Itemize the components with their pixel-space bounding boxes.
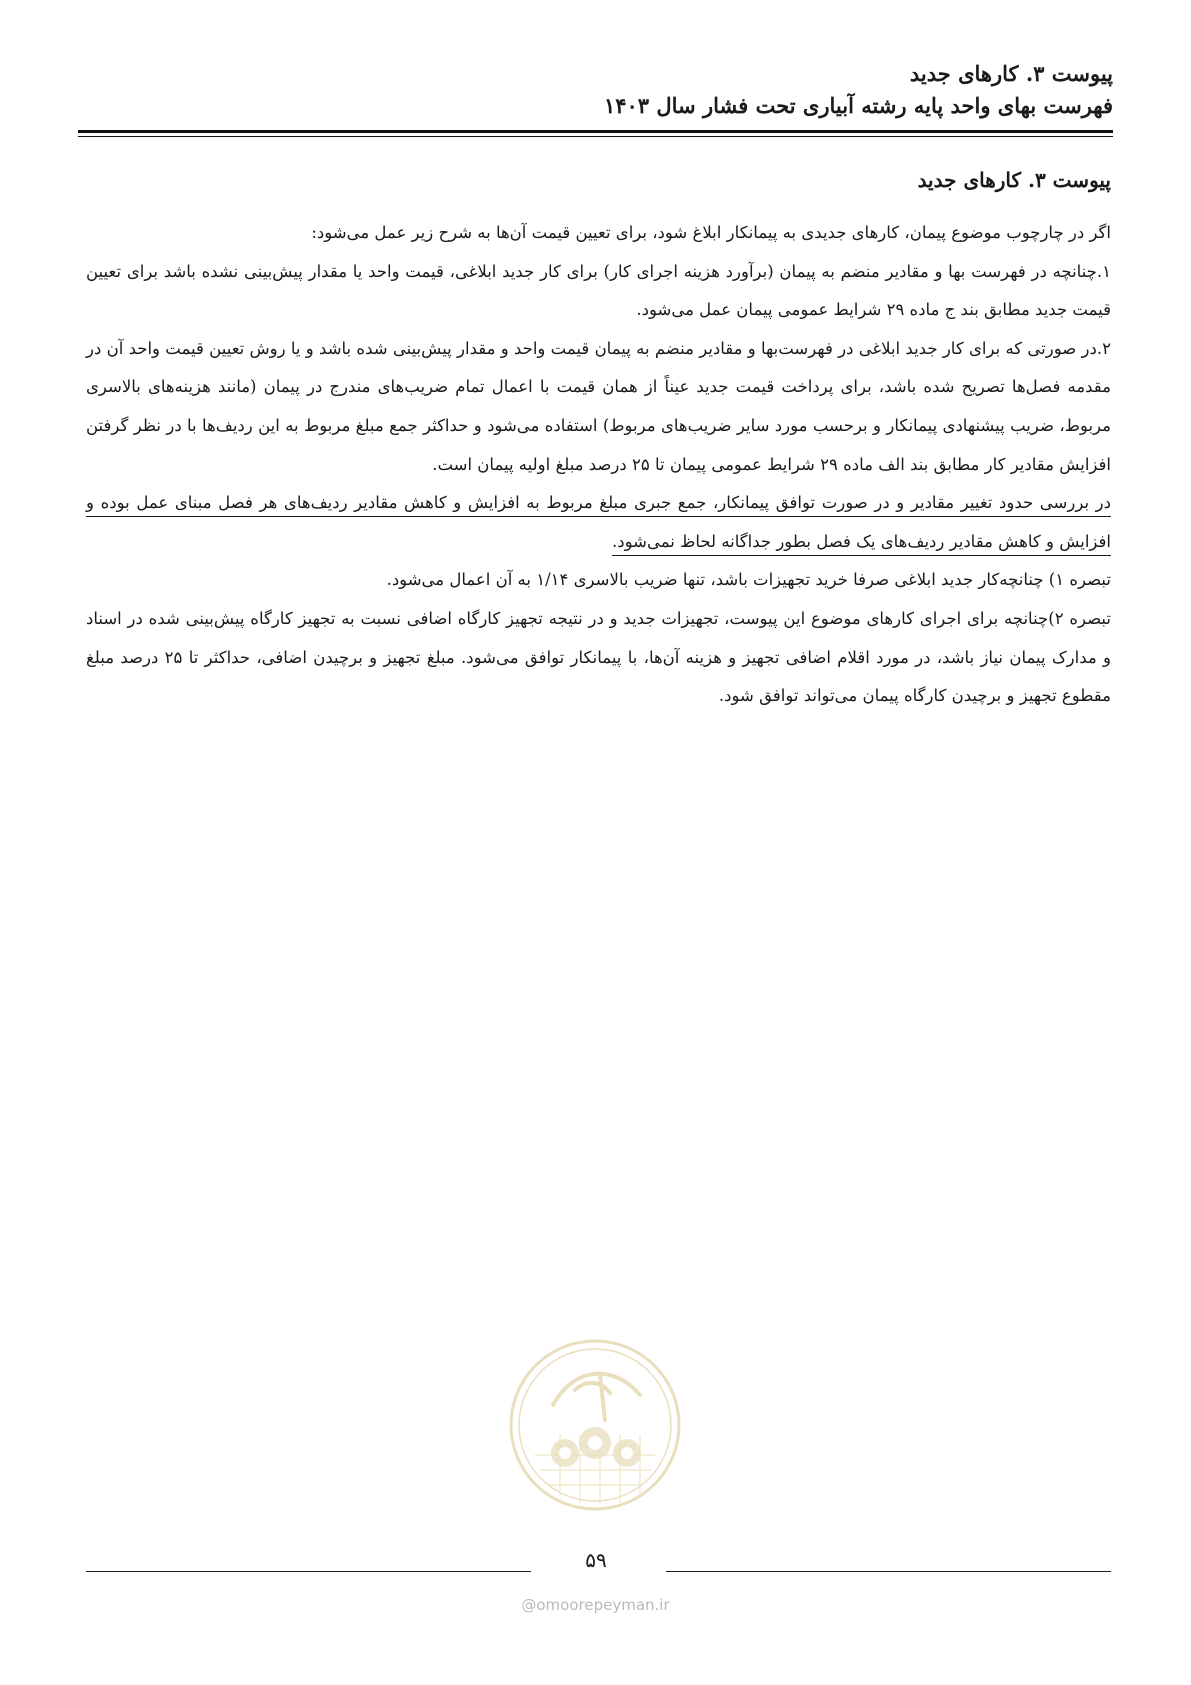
header-rule-thick — [78, 130, 1113, 133]
header-document-title: فهرست بهای واحد پایه رشته آبیاری تحت فشار سال ۱۴۰۳ — [603, 93, 1113, 118]
page-number: ۵۹ — [585, 1548, 607, 1572]
page-body — [86, 160, 1111, 716]
footer-rule-left — [86, 1571, 531, 1572]
watermark-logo — [505, 1335, 685, 1515]
header-rule-thin — [78, 136, 1113, 137]
page-header — [78, 58, 1113, 122]
site-credit: @omoorepeyman.ir — [521, 1596, 670, 1614]
paragraph-note-2: تبصره ۲)چنانچه برای اجرای کارهای موضوع این پیوست، تجهیزات جدید و در نتیجه تجهیز کارگاه اضافی نسبت به تجهیز کارگاه پیش‌بینی شده در اسناد و مدارک پیمان نیاز باشد، در مورد اقلام اضافی تجهیز و هزینه آن‌ها، با پیمانکار توافق می‌شود. مبلغ تجهیز و برچیدن اضافی، حداکثر تا ۲۵ درصد مبلغ مقطوع تجهیز و برچیدن کارگاه پیمان می‌تواند توافق شود. — [86, 608, 1111, 706]
section-title: پیوست ۳. کارهای جدید — [917, 168, 1111, 192]
paragraph-item-2: ۲.در صورتی که برای کار جدید ابلاغی در فهرست‌بها و مقادیر منضم به پیمان قیمت واحد و مقدار پیش‌بینی شده باشد و یا روش تعیین قیمت واحد آن در مقدمه فصل‌ها تصریح شده باشد، برای پرداخت قیمت جدید عیناً از همان قیمت با اعمال تمام ضریب‌های مندرج در پیمان (مانند هزینه‌های بالاسری مربوط، ضریب پیشنهادی پیمانکار و برحسب مورد سایر ضریب‌های مربوط) استفاده می‌شود و حداکثر جمع مبلغ مربوط به این ردیف‌ها با در نظر گرفتن افزایش مقادیر کار مطابق بند الف ماده ۲۹ شرایط عمومی پیمان تا ۲۵ درصد مبلغ اولیه پیمان است. — [86, 338, 1111, 474]
paragraph-item-1: ۱.چنانچه در فهرست بها و مقادیر منضم به پیمان (برآورد هزینه اجرای کار) برای کار جدید ابلاغی، قیمت واحد یا مقدار پیش‌بینی نشده باشد برای تعیین قیمت جدید مطابق بند ج ماده ۲۹ شرایط عمومی پیمان عمل می‌شود. — [86, 261, 1111, 320]
paragraph-intro: اگر در چارچوب موضوع پیمان، کارهای جدیدی به پیمانکار ابلاغ شود، برای تعیین قیمت آن‌ها به شرح زیر عمل می‌شود: — [311, 223, 1111, 242]
footer-rule-right — [666, 1571, 1111, 1572]
paragraph-underlined-note: در بررسی حدود تغییر مقادیر و در صورت توافق پیمانکار، جمع جبری مبلغ مربوط به افزایش و کاهش مقادیر ردیف‌های هر فصل مبنای عمل بوده و افزایش و کاهش مقادیر ردیف‌های یک فصل بطور جداگانه لحاظ نمی‌شود. — [86, 493, 1111, 551]
header-appendix-title: پیوست ۳. کارهای جدید — [909, 61, 1113, 86]
paragraph-note-1: تبصره ۱) چنانچه‌کار جدید ابلاغی صرفا خرید تجهیزات باشد، تنها ضریب بالاسری ۱/۱۴ به آن اعمال می‌شود. — [386, 570, 1111, 590]
